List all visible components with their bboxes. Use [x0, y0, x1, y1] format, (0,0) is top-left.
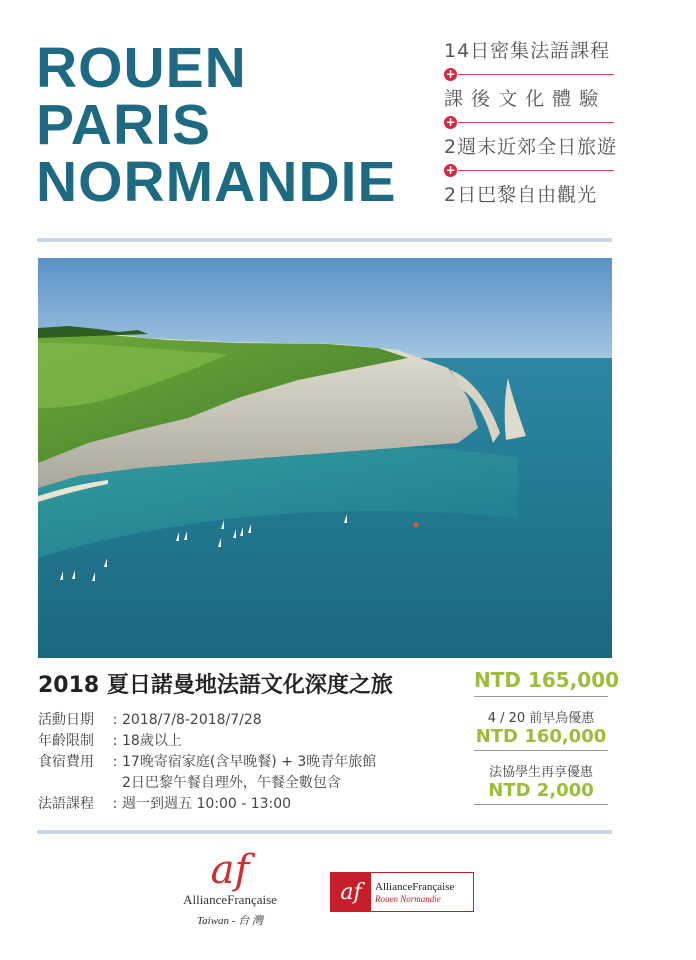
feature-item-weekend-tours: 2週末近郊全日旅遊 — [444, 136, 618, 158]
feature-item-paris-sightseeing: 2日巴黎自由觀光 — [444, 184, 598, 206]
feature-item-course: 14日密集法語課程 — [444, 40, 611, 62]
detail-row-age — [38, 731, 376, 752]
separator-line — [458, 74, 614, 75]
logo-name: AllianceFrançaise — [375, 880, 455, 893]
separator-line — [458, 122, 614, 123]
plus-icon: + — [445, 67, 456, 81]
detail-value: 17晚寄宿家庭(含早晚餐) + 3晚青年旅館 — [122, 754, 377, 770]
feature-separator — [444, 160, 614, 182]
bottom-divider — [37, 830, 612, 834]
feature-separator — [444, 112, 614, 134]
etretat-cliffs-photo — [38, 258, 612, 658]
detail-row-lodging — [38, 752, 376, 773]
detail-label: 食宿費用 — [38, 754, 94, 770]
feature-list — [444, 38, 618, 208]
title-line-normandie: NORMANDIE — [36, 150, 397, 214]
title-line-rouen: ROUEN — [36, 36, 247, 100]
logo-name: AllianceFrançaise — [183, 892, 277, 907]
student-discount-label: 法協學生再享優惠 — [488, 765, 593, 780]
plus-icon: + — [445, 115, 456, 129]
main-price: NTD 165,000 — [474, 668, 608, 697]
af-logo-mark: af — [331, 873, 371, 911]
logo-location: Rouen Normandie — [375, 893, 441, 904]
price-panel — [474, 668, 620, 805]
alliance-francaise-rouen-logo — [330, 872, 474, 912]
separator-line — [458, 170, 614, 171]
poster-title — [36, 36, 397, 214]
early-bird-label: 4 / 20 前早鳥優惠 — [487, 711, 595, 726]
detail-row-course — [38, 794, 376, 815]
trip-details — [38, 710, 376, 815]
detail-label: 年齡限制 — [38, 733, 94, 749]
detail-value: 2日巴黎午餐自理外，午餐全數包含 — [122, 775, 341, 791]
early-bird-price: NTD 160,000 — [474, 726, 608, 751]
alliance-francaise-taiwan-logo — [160, 847, 300, 928]
feature-separator — [444, 64, 614, 86]
feature-item-culture: 課 後 文 化 體 驗 — [444, 88, 600, 110]
detail-row-lodging-cont — [38, 773, 376, 794]
detail-colon: : — [112, 733, 118, 749]
student-discount-price: NTD 2,000 — [474, 780, 608, 805]
plus-icon: + — [445, 163, 456, 177]
detail-label: 活動日期 — [38, 712, 94, 728]
detail-value: 週一到週五 10:00 - 13:00 — [122, 796, 292, 812]
detail-row-dates — [38, 710, 376, 731]
logo-location: Taiwan - 台 灣 — [197, 915, 263, 927]
top-divider — [37, 238, 612, 242]
detail-colon: : — [112, 754, 118, 770]
detail-value: 2018/7/8-2018/7/28 — [122, 712, 262, 728]
af-logo-mark: af — [210, 847, 250, 893]
detail-label: 法語課程 — [38, 796, 94, 812]
trip-title: 2018 夏日諾曼地法語文化深度之旅 — [38, 673, 393, 698]
title-line-paris: PARIS — [36, 93, 211, 157]
cliff-coast-illustration — [38, 258, 612, 658]
detail-colon: : — [112, 712, 118, 728]
detail-colon: : — [112, 796, 118, 812]
detail-value: 18歲以上 — [122, 733, 182, 749]
